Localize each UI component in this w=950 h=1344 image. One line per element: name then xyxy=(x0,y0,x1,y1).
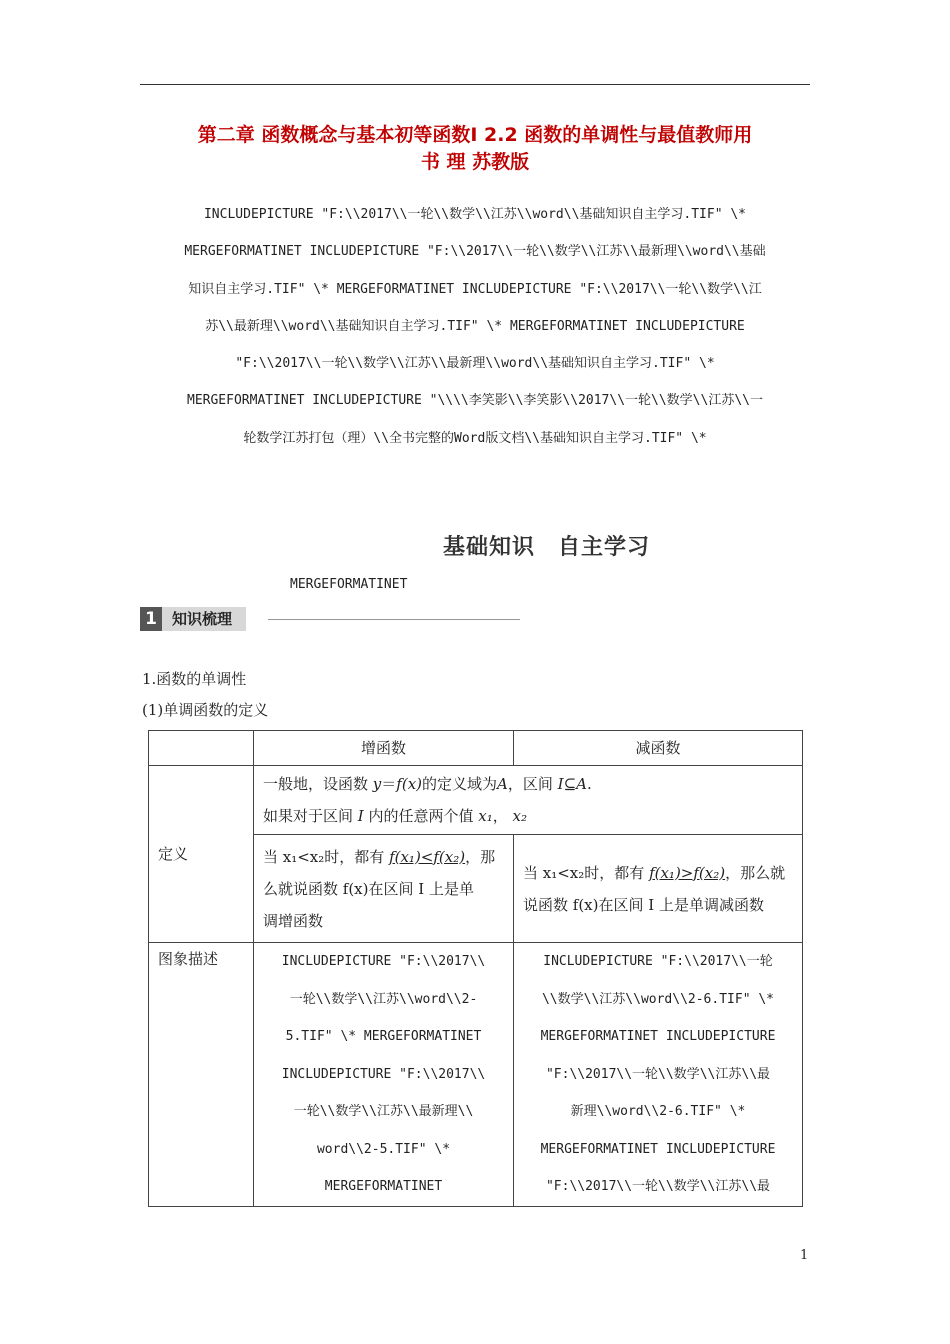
badge-number: 1 xyxy=(140,607,162,631)
decreasing-condition: f(x₁)>f(x₂) xyxy=(649,863,726,882)
topic-heading: 1.函数的单调性 xyxy=(142,670,247,688)
badge-divider xyxy=(268,619,520,620)
field-code-line: MERGEFORMATINET INCLUDEPICTURE "F:\\2017\\一轮\\数学\\江苏\\最新理\\word\\基础 xyxy=(184,244,766,259)
field-code-line: 知识自主学习.TIF" \* MERGEFORMATINET INCLUDEPICTURE "F:\\2017\\一轮\\数学\\江 xyxy=(188,282,762,297)
monotonic-definition-table xyxy=(148,730,803,1207)
title-line-1: 第二章 函数概念与基本初等函数Ⅰ 2.2 函数的单调性与最值教师用 xyxy=(197,124,753,146)
header-increasing: 增函数 xyxy=(254,731,514,766)
header-decreasing: 减函数 xyxy=(514,731,803,766)
subtopic-heading: (1)单调函数的定义 xyxy=(142,701,269,719)
increasing-graph-cell: INCLUDEPICTURE "F:\\2017\\ 一轮\\数学\\江苏\\word\\2- 5.TIF" \* MERGEFORMATINET INCLUDEPICTURE "F:\\2017\\ 一轮\\数学\\江苏\\最新理\\ word\\2-5.TIF" \* MERGEFORMATINET xyxy=(254,943,514,1207)
table-row xyxy=(149,943,803,1207)
knowledge-badge xyxy=(140,607,246,631)
table-row xyxy=(149,766,803,835)
row-label-graph: 图象描述 xyxy=(149,943,254,1207)
field-code-line: MERGEFORMATINET INCLUDEPICTURE "\\\\李笑影\\李笑影\\2017\\一轮\\数学\\江苏\\一 xyxy=(187,393,763,408)
increasing-condition: f(x₁)<f(x₂) xyxy=(389,847,466,866)
increasing-definition-cell: 当 x₁<x₂时，都有 f(x₁)<f(x₂)，那 么就说函数 f(x)在区间 I 上是单 调增函数 xyxy=(254,835,514,943)
common-line-1: 一般地，设函数 y＝f(x)的定义域为A，区间 I⊆A. xyxy=(263,775,592,793)
field-code-line: 轮数学江苏打包（理）\\全书完整的Word版文档\\基础知识自主学习.TIF" \* xyxy=(243,431,707,446)
field-code-line: INCLUDEPICTURE "F:\\2017\\一轮\\数学\\江苏\\word\\基础知识自主学习.TIF" \* xyxy=(203,207,747,222)
page-number: 1 xyxy=(800,1248,809,1263)
header-rule xyxy=(140,84,810,85)
decreasing-graph-cell: INCLUDEPICTURE "F:\\2017\\一轮 \\数学\\江苏\\word\\2-6.TIF" \* MERGEFORMATINET INCLUDEPICTURE "F:\\2017\\一轮\\数学\\江苏\\最 新理\\word\\2-6.TIF" \* MERGEFORMATINET INCLUDEPICTURE "F:\\2017\\一轮\\数学\\江苏\\最 xyxy=(514,943,803,1207)
row-label-definition: 定义 xyxy=(149,766,254,943)
badge-label: 知识梳理 xyxy=(162,607,246,631)
page-title xyxy=(140,122,810,176)
decreasing-definition-cell: 当 x₁<x₂时，都有 f(x₁)>f(x₂)，那么就 说函数 f(x)在区间 I 上是单调减函数 xyxy=(514,835,803,943)
common-line-2: 如果对于区间 I 内的任意两个值 x₁， x₂ xyxy=(263,807,528,825)
title-line-2: 书 理 苏教版 xyxy=(420,151,530,173)
section-heading: 基础知识 自主学习 xyxy=(442,535,650,560)
merge-field-code: MERGEFORMATINET xyxy=(290,577,408,592)
table-corner-cell xyxy=(149,731,254,766)
table-header-row xyxy=(149,731,803,766)
field-code-line: "F:\\2017\\一轮\\数学\\江苏\\最新理\\word\\基础知识自主学习.TIF" \* xyxy=(235,356,715,371)
common-definition-cell xyxy=(254,766,803,835)
field-code-line: 苏\\最新理\\word\\基础知识自主学习.TIF" \* MERGEFORMATINET INCLUDEPICTURE xyxy=(205,319,745,334)
